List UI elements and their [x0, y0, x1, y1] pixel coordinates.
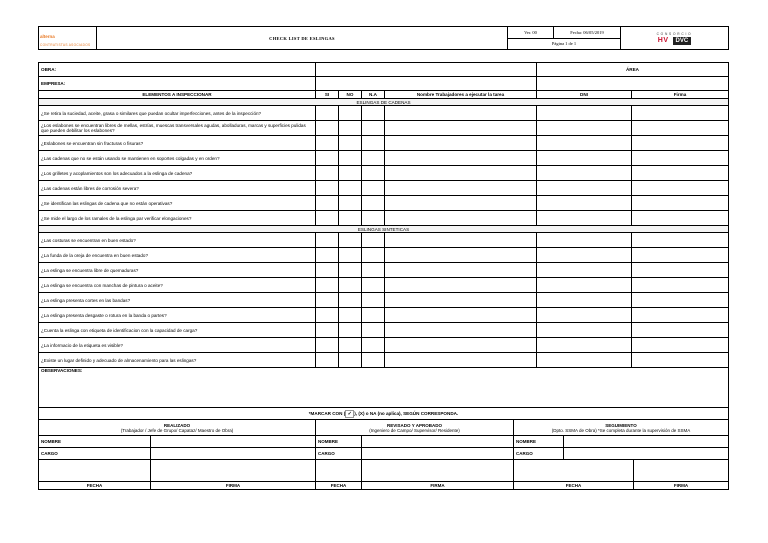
dni-field[interactable] [537, 248, 632, 263]
synthetic-item-row [39, 308, 729, 323]
dni-field[interactable] [537, 106, 632, 121]
si-checkbox[interactable] [316, 211, 339, 226]
synthetic-item-question: ¿La funda de la oreja de encuentra en buen estado? [39, 248, 316, 263]
worker-name-field[interactable] [385, 263, 537, 278]
worker-name-field[interactable] [385, 248, 537, 263]
chain-item-question: ¿Se retira la suciedad, aceite, grasa o similares que puedan ocultar imperfecciones, antes de la inspección? [39, 106, 316, 121]
seguimiento-firma-label: FIRMA [634, 482, 729, 490]
worker-name-field[interactable] [385, 233, 537, 248]
chain-item-row [39, 121, 729, 136]
si-checkbox[interactable] [316, 293, 339, 308]
si-checkbox[interactable] [316, 323, 339, 338]
no-checkbox[interactable] [339, 106, 362, 121]
si-checkbox[interactable] [316, 196, 339, 211]
col-elements: ELEMENTOS A INSPECCIONAR [39, 91, 316, 99]
no-checkbox[interactable] [339, 353, 362, 368]
dni-field[interactable] [537, 181, 632, 196]
si-checkbox[interactable] [316, 166, 339, 181]
chain-item-question: ¿Se identifican las eslingas de cadena que no están operativas? [39, 196, 316, 211]
na-checkbox[interactable] [362, 211, 385, 226]
observations-label: OBSERVACIONES: [39, 368, 729, 408]
obra-field[interactable] [316, 63, 537, 77]
firma-field[interactable] [632, 263, 729, 278]
seguimiento-cargo-label: CARGO [514, 448, 564, 460]
realizado-fecha-label: FECHA [39, 482, 151, 490]
no-checkbox[interactable] [339, 293, 362, 308]
no-checkbox[interactable] [339, 136, 362, 151]
na-checkbox[interactable] [362, 248, 385, 263]
revisado-nombre-label: NOMBRE [316, 436, 362, 448]
worker-name-field[interactable] [385, 278, 537, 293]
si-checkbox[interactable] [316, 181, 339, 196]
col-na: N.A [362, 91, 385, 99]
seguimiento-fecha-label: FECHA [514, 482, 634, 490]
synthetic-item-row [39, 293, 729, 308]
synthetic-item-question: ¿La eslinga se encuentra con manchas de pintura o aceite? [39, 278, 316, 293]
no-checkbox[interactable] [339, 263, 362, 278]
dni-field[interactable] [537, 338, 632, 353]
checklist-form [38, 62, 729, 420]
page-label: Página 1 de 1 [508, 38, 621, 50]
firma-field[interactable] [632, 248, 729, 263]
seguimiento-nombre-label: NOMBRE [514, 436, 564, 448]
synthetic-item-row [39, 278, 729, 293]
firma-field[interactable] [632, 151, 729, 166]
no-checkbox[interactable] [339, 278, 362, 293]
revisado-cargo-label: CARGO [316, 448, 362, 460]
document-title: CHECK LIST DE ESLINGAS [97, 27, 508, 50]
mark-instruction: *MARCAR CON ( ✓ ), (X) o NA (no aplica), SEGÚN CORRESPONDA. [39, 408, 729, 420]
revisado-fecha-label: FECHA [316, 482, 362, 490]
realizado-cargo-label: CARGO [39, 448, 151, 460]
dni-field[interactable] [537, 151, 632, 166]
na-checkbox[interactable] [362, 233, 385, 248]
worker-name-field[interactable] [385, 196, 537, 211]
signature-block [38, 419, 729, 490]
chain-item-row [39, 166, 729, 181]
na-checkbox[interactable] [362, 293, 385, 308]
si-checkbox[interactable] [316, 353, 339, 368]
revisado-firma-field[interactable] [362, 460, 514, 482]
synthetic-item-row [39, 233, 729, 248]
company-logo: alterna CONTRATISTAS ASOCIADOS [39, 27, 97, 50]
na-checkbox[interactable] [362, 353, 385, 368]
section-title-synthetic: ESLINGAS SINTETICAS [39, 226, 729, 233]
col-workers: Nombre Trabajadores a ejecutar la tarea [385, 91, 537, 99]
section-title-chains: ESLINGAS DE CADENAS [39, 99, 729, 106]
worker-name-field[interactable] [385, 151, 537, 166]
area-label: ÁREA [537, 63, 729, 77]
chain-item-row [39, 106, 729, 121]
firma-field[interactable] [632, 308, 729, 323]
col-firma: Firma [632, 91, 729, 99]
si-checkbox[interactable] [316, 278, 339, 293]
dni-field[interactable] [537, 196, 632, 211]
document-header [38, 26, 729, 50]
chain-item-row [39, 136, 729, 151]
dni-field[interactable] [537, 323, 632, 338]
no-checkbox[interactable] [339, 211, 362, 226]
dni-field[interactable] [537, 308, 632, 323]
firma-field[interactable] [632, 211, 729, 226]
synthetic-item-row [39, 338, 729, 353]
si-checkbox[interactable] [316, 263, 339, 278]
realizado-fecha-field[interactable] [39, 460, 151, 482]
chain-item-question: ¿Se mide el largo de los ramales de la eslinga par verificar elongaciones? [39, 211, 316, 226]
si-checkbox[interactable] [316, 106, 339, 121]
chain-item-row [39, 181, 729, 196]
na-checkbox[interactable] [362, 106, 385, 121]
dni-field[interactable] [537, 278, 632, 293]
dni-field[interactable] [537, 166, 632, 181]
empresa-field[interactable] [316, 77, 537, 91]
version-label: Ver. 00 [508, 27, 554, 39]
si-checkbox[interactable] [316, 338, 339, 353]
dni-field[interactable] [537, 233, 632, 248]
realizado-header: REALIZADO (Trabajador / Jefe de Grupo/ Capataz/ Maestro de Obra) [39, 420, 316, 436]
synthetic-item-row [39, 263, 729, 278]
chain-item-row [39, 151, 729, 166]
chain-item-question: ¿Los grilletes y acoplamientos son los adecuados a la eslinga de cadena? [39, 166, 316, 181]
date-label: Fecha: 06/05/2019 [554, 27, 621, 39]
si-checkbox[interactable] [316, 308, 339, 323]
si-checkbox[interactable] [316, 136, 339, 151]
si-checkbox[interactable] [316, 233, 339, 248]
no-checkbox[interactable] [339, 248, 362, 263]
firma-field[interactable] [632, 136, 729, 151]
revisado-header: REVISADO Y APROBADO (Ingeniero de Campo/ Supervisor/ Residente) [316, 420, 514, 436]
worker-name-field[interactable] [385, 211, 537, 226]
worker-name-field[interactable] [385, 293, 537, 308]
si-checkbox[interactable] [316, 151, 339, 166]
chain-item-row [39, 196, 729, 211]
synthetic-item-row [39, 323, 729, 338]
synthetic-item-question: ¿Cuenta la eslinga con etiqueta de identificacion con la capacidad de carga? [39, 323, 316, 338]
realizado-nombre-label: NOMBRE [39, 436, 151, 448]
na-checkbox[interactable] [362, 166, 385, 181]
no-checkbox[interactable] [339, 323, 362, 338]
consortium-logo: CONSORCIO HV DVC [621, 27, 729, 50]
col-si: SI [316, 91, 339, 99]
seguimiento-cargo-field[interactable] [564, 448, 729, 460]
worker-name-field[interactable] [385, 121, 537, 136]
worker-name-field[interactable] [385, 338, 537, 353]
worker-name-field[interactable] [385, 166, 537, 181]
firma-field[interactable] [632, 121, 729, 136]
dni-field[interactable] [537, 136, 632, 151]
worker-name-field[interactable] [385, 136, 537, 151]
dni-field[interactable] [537, 293, 632, 308]
seguimiento-nombre-field[interactable] [564, 436, 729, 448]
realizado-firma-label: FIRMA [151, 482, 316, 490]
na-checkbox[interactable] [362, 323, 385, 338]
no-checkbox[interactable] [339, 338, 362, 353]
synthetic-item-row [39, 353, 729, 368]
realizado-firma-field[interactable] [151, 460, 316, 482]
synthetic-item-question: ¿La eslinga presenta cortes en las bandas? [39, 293, 316, 308]
no-checkbox[interactable] [339, 196, 362, 211]
si-checkbox[interactable] [316, 121, 339, 136]
na-checkbox[interactable] [362, 121, 385, 136]
chain-item-question: ¿Los eslabones se encuentran libres de mellas, estrías, muescas transversales agudas, abolladuras, marcas y superficies pulidas que pueden debilitar los eslabones? [39, 121, 316, 136]
na-checkbox[interactable] [362, 181, 385, 196]
dni-field[interactable] [537, 211, 632, 226]
realizado-nombre-field[interactable] [151, 436, 316, 448]
dni-field[interactable] [537, 121, 632, 136]
no-checkbox[interactable] [339, 233, 362, 248]
col-dni: DNI [537, 91, 632, 99]
na-checkbox[interactable] [362, 263, 385, 278]
revisado-fecha-field[interactable] [316, 460, 362, 482]
si-checkbox[interactable] [316, 248, 339, 263]
synthetic-item-question: ¿La eslinga presenta desgaste o rotura en la banda o partes? [39, 308, 316, 323]
firma-field[interactable] [632, 233, 729, 248]
synthetic-item-question: ¿La informacio de la etiqueta es visible? [39, 338, 316, 353]
na-checkbox[interactable] [362, 196, 385, 211]
worker-name-field[interactable] [385, 181, 537, 196]
no-checkbox[interactable] [339, 181, 362, 196]
na-checkbox[interactable] [362, 338, 385, 353]
firma-field[interactable] [632, 196, 729, 211]
obra-label: OBRA: [39, 63, 316, 77]
area-field[interactable] [537, 77, 729, 91]
firma-field[interactable] [632, 293, 729, 308]
firma-field[interactable] [632, 278, 729, 293]
na-checkbox[interactable] [362, 278, 385, 293]
check-icon: ✓ [345, 410, 354, 418]
chain-item-question: ¿Las cadenas que no se están usando se mantienen en soportes colgadas y en orden? [39, 151, 316, 166]
dni-field[interactable] [537, 263, 632, 278]
chain-item-row [39, 211, 729, 226]
synthetic-item-question: ¿La eslinga se encuentra libre de quemaduras? [39, 263, 316, 278]
firma-field[interactable] [632, 353, 729, 368]
empresa-label: EMPRESA: [39, 77, 316, 91]
seguimiento-firma-field[interactable] [634, 460, 729, 482]
firma-field[interactable] [632, 166, 729, 181]
firma-field[interactable] [632, 181, 729, 196]
synthetic-item-question: ¿Las costuras se encuentran en buen estado? [39, 233, 316, 248]
synthetic-item-question: ¿Existe un lugar definido y adecuado de almacenamiento para las eslingas? [39, 353, 316, 368]
firma-field[interactable] [632, 106, 729, 121]
revisado-firma-label: FIRMA [362, 482, 514, 490]
firma-field[interactable] [632, 338, 729, 353]
no-checkbox[interactable] [339, 166, 362, 181]
no-checkbox[interactable] [339, 151, 362, 166]
chain-item-question: ¿Eslabones se encuentran sin fracturas o fisuras? [39, 136, 316, 151]
col-no: NO [339, 91, 362, 99]
chain-item-question: ¿Las cadenas están libres de corrosión severa? [39, 181, 316, 196]
realizado-cargo-field[interactable] [151, 448, 316, 460]
firma-field[interactable] [632, 323, 729, 338]
seguimiento-header: SEGUIMIENTO (Dpto. SSMA de Obra) *Se completa durante la supervisión de SSMA [514, 420, 729, 436]
worker-name-field[interactable] [385, 106, 537, 121]
revisado-cargo-field[interactable] [362, 448, 514, 460]
na-checkbox[interactable] [362, 136, 385, 151]
seguimiento-fecha-field[interactable] [514, 460, 634, 482]
na-checkbox[interactable] [362, 308, 385, 323]
na-checkbox[interactable] [362, 151, 385, 166]
synthetic-item-row [39, 248, 729, 263]
worker-name-field[interactable] [385, 353, 537, 368]
worker-name-field[interactable] [385, 308, 537, 323]
revisado-nombre-field[interactable] [362, 436, 514, 448]
dni-field[interactable] [537, 353, 632, 368]
no-checkbox[interactable] [339, 121, 362, 136]
worker-name-field[interactable] [385, 323, 537, 338]
no-checkbox[interactable] [339, 308, 362, 323]
